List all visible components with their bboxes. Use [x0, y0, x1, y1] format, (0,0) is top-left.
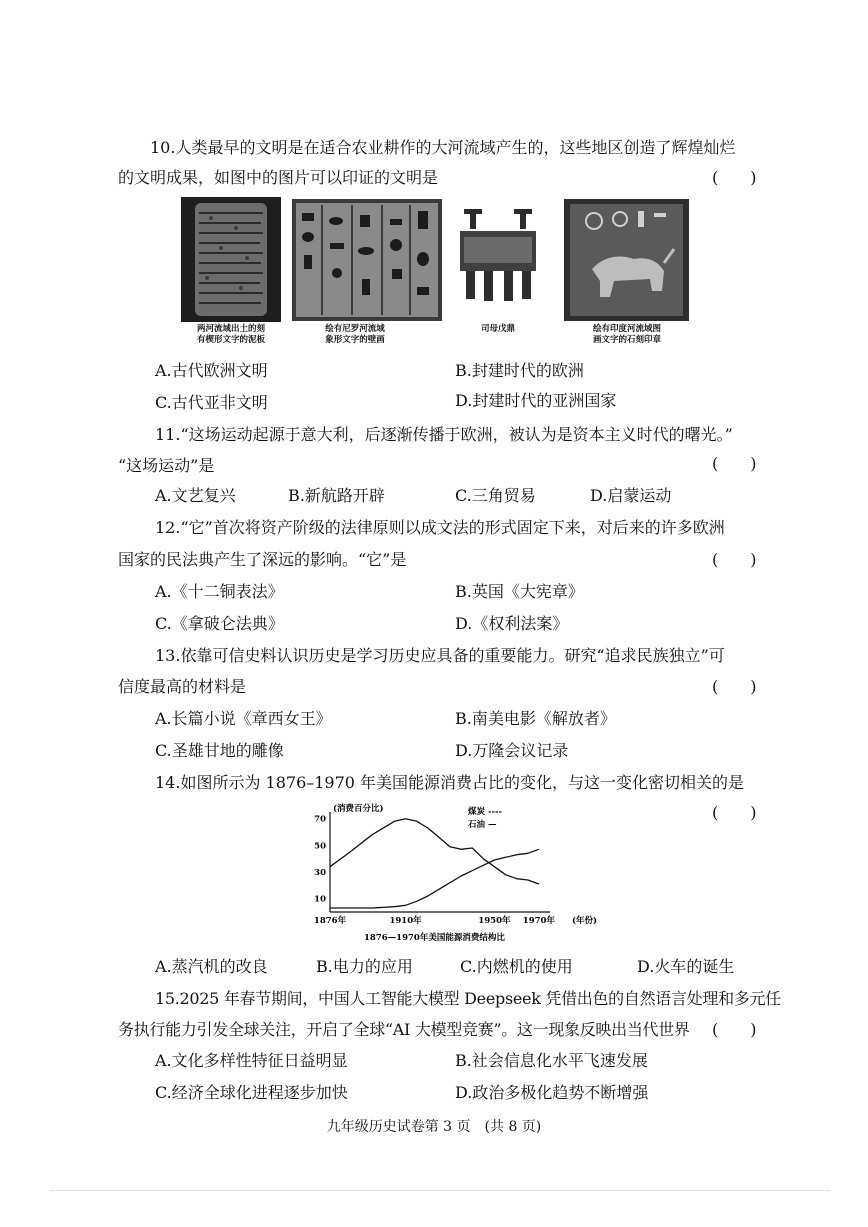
q15-option-b[interactable]: B.社会信息化水平飞速发展: [455, 1051, 648, 1070]
image-caption-2: 绘有尼罗河流域 象形文字的壁画: [325, 324, 385, 345]
q15-line-2: 务执行能力引发全球关注，开启了全球“AI 大模型竞赛”。这一现象反映出当代世界: [118, 1020, 690, 1039]
chart-y-label: (消费百分比): [333, 804, 384, 814]
q13-line-2: 信度最高的材料是: [118, 677, 247, 696]
oil-series-line: [330, 849, 539, 908]
indus-seal-image: [564, 199, 689, 325]
q14-option-d[interactable]: D.火车的诞生: [637, 957, 735, 976]
q14-option-a[interactable]: A.蒸汽机的改良: [155, 957, 268, 976]
q13-option-a[interactable]: A.长篇小说《章西女王》: [155, 709, 332, 728]
y-tick-label: 10: [314, 894, 326, 905]
q15-option-c[interactable]: C.经济全球化进程逐步加快: [155, 1083, 348, 1102]
q10-option-b[interactable]: B.封建时代的欧洲: [455, 361, 584, 380]
image-caption-4: 绘有印度河流域图 画文字的石刻印章: [592, 324, 661, 345]
q11-option-c[interactable]: C.三角贸易: [455, 486, 536, 505]
q10-line-1: 10.人类最早的文明是在适合农业耕作的大河流域产生的，这些地区创造了辉煌灿烂: [150, 138, 736, 157]
q11-line-1: 11.“这场运动起源于意大利，后逐渐传播于欧洲，被认为是资本主义时代的曙光。”: [155, 425, 733, 444]
chart-x-label: (年份): [572, 916, 598, 926]
chart-legend-oil: 石油 —: [468, 820, 497, 830]
x-tick-label: 1876年: [313, 916, 347, 926]
q11-option-d[interactable]: D.启蒙运动: [590, 486, 672, 505]
clay-tablet-image: [181, 197, 281, 326]
simuwu-ding-image: [452, 205, 544, 309]
bottom-rule: [50, 1190, 830, 1191]
q14-line-1: 14.如图所示为 1876–1970 年美国能源消费占比的变化，与这一变化密切相关的是: [155, 773, 745, 792]
image-caption-3: 司母戊鼎: [480, 324, 515, 334]
q10-option-c[interactable]: C.古代亚非文明: [155, 393, 268, 412]
x-tick-label: 1950年: [478, 916, 511, 926]
q11-line-2: “这场运动”是: [118, 456, 215, 475]
q10-line-2: 的文明成果，如图中的图片可以印证的文明是: [118, 168, 439, 187]
q15-answer-paren[interactable]: ( ): [712, 1020, 757, 1039]
x-tick-label: 1910年: [389, 916, 422, 926]
q14-answer-paren[interactable]: ( ): [712, 803, 757, 822]
q11-option-b[interactable]: B.新航路开辟: [288, 486, 385, 505]
chart-caption: 1876—1970年美国能源消费结构比: [364, 933, 505, 943]
q15-option-a[interactable]: A.文化多样性特征日益明显: [155, 1051, 348, 1070]
energy-chart: [300, 800, 620, 954]
egyptian-mural-image: [292, 199, 442, 325]
q11-option-a[interactable]: A.文艺复兴: [155, 486, 236, 505]
q10-answer-paren[interactable]: ( ): [712, 168, 757, 187]
q13-answer-paren[interactable]: ( ): [712, 677, 757, 696]
chart-legend-coal: 煤炭 ----: [468, 807, 503, 817]
y-tick-label: 70: [314, 814, 326, 825]
q12-option-a[interactable]: A.《十二铜表法》: [155, 582, 284, 601]
q14-option-c[interactable]: C.内燃机的使用: [460, 957, 573, 976]
page-footer: 九年级历史试卷第 3 页 (共 8 页): [326, 1119, 542, 1135]
x-tick-label: 1970年: [522, 916, 555, 926]
q12-option-c[interactable]: C.《拿破仑法典》: [155, 614, 284, 633]
q10-option-a[interactable]: A.古代欧洲文明: [155, 361, 268, 380]
q12-line-1: 12.“它”首次将资产阶级的法律原则以成文法的形式固定下来，对后来的许多欧洲: [155, 518, 725, 537]
q13-option-b[interactable]: B.南美电影《解放者》: [455, 709, 616, 728]
q13-option-d[interactable]: D.万隆会议记录: [455, 741, 569, 760]
y-tick-label: 50: [314, 841, 326, 852]
q13-option-c[interactable]: C.圣雄甘地的雕像: [155, 741, 284, 760]
image-caption-1: 两河流域出土的刻 有楔形文字的泥板: [196, 324, 265, 345]
q15-option-d[interactable]: D.政治多极化趋势不断增强: [455, 1083, 649, 1102]
y-tick-label: 30: [314, 868, 326, 878]
q14-option-b[interactable]: B.电力的应用: [316, 957, 413, 976]
q15-line-1: 15.2025 年春节期间，中国人工智能大模型 Deepseek 凭借出色的自然语言处理和多元任: [155, 989, 781, 1008]
q10-option-d[interactable]: D.封建时代的亚洲国家: [455, 391, 617, 410]
coal-series-line: [330, 819, 539, 884]
q12-option-b[interactable]: B.英国《大宪章》: [455, 582, 584, 601]
q12-answer-paren[interactable]: ( ): [712, 550, 757, 569]
q13-line-1: 13.依靠可信史料认识历史是学习历史应具备的重要能力。研究“追求民族独立”可: [155, 646, 725, 665]
q11-answer-paren[interactable]: ( ): [712, 454, 757, 473]
q12-option-d[interactable]: D.《权利法案》: [455, 614, 569, 633]
q12-line-2: 国家的民法典产生了深远的影响。“它”是: [118, 550, 407, 569]
